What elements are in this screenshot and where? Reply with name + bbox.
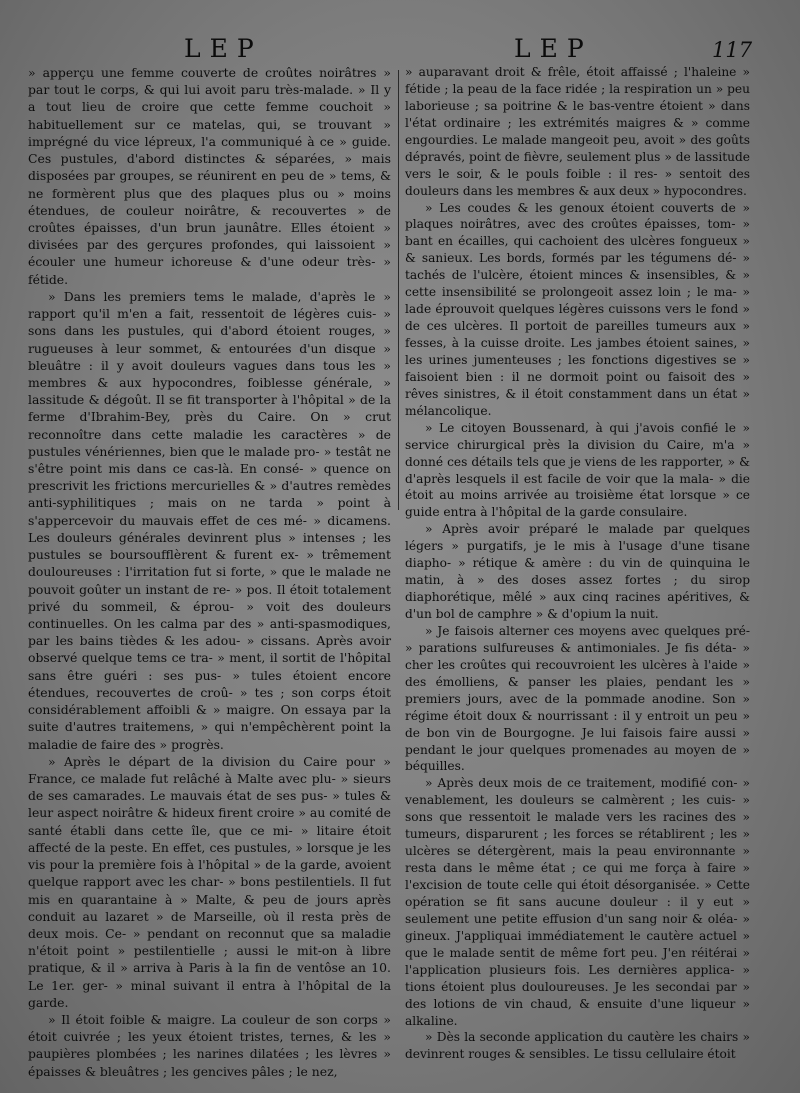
running-head-right: LEP	[514, 34, 593, 63]
paragraph: » Après avoir préparé le malade par quelques légers » purgatifs, je le mis à l'usage d'une tisane diapho- » rétique & amère : du vin de quinquina le matin, à » des doses assez fortes ; du sirop diaphorétique, mêlé » aux cinq racines apéritives, & d'un bol de camphre » & d'opium la nuit.	[405, 522, 750, 621]
paragraph: » Je faisois alterner ces moyens avec quelques pré- » parations sulfureuses & antimoniales. Je fis déta- » cher les croûtes qui recouvroient les ulcères à l'aide » des émolliens, & panser les plaies, pendant les » premiers jours, avec de la pommade anodine. Son » régime étoit doux & nourrissant : il y entroit un peu » de bon vin de Bourgogne. Je lui faisois faire aussi » pendant le jour quelques promenades au moyen de » béquilles.	[405, 623, 750, 774]
page-number: 117	[712, 38, 753, 62]
paragraph: » apperçu une femme couverte de croûtes noirâtres » par tout le corps, & qui lui avoit paru très-malade. » Il y a tout lieu de croire que cette femme couchoit » habituellement sur ce matelas, qui, se trouvant » imprégné du vice lépreux, l'a communiqué à ce » guide. Ces pustules, d'abord distinctes & séparées, » mais disposées par groupes, se réunirent en peu de » tems, & ne formèrent plus que des plaques plus ou » moins étendues, de couleur noirâtre, & recouvertes » de croûtes épaisses, d'un brun jaunâtre. Elles étoient » divisées par des gerçures profondes, qui laissoient » écouler une humeur ichoreuse & d'une odeur très- » fétide.	[28, 65, 391, 287]
paragraph: » Après deux mois de ce traitement, modifié con- » venablement, les douleurs se calmèrent ; les cuis- » sons que ressentoit le malade vers les racines des » tumeurs, disparurent ; les forces se rétablirent ; les » ulcères se détergèrent, mais la peau environnante » resta dans le même état ; ce qui me força à faire » l'excision de toute celle qui étoit désorganisée. » Cette opération se fit sans aucune douleur : il y eut » seulement une petite effusion d'un sang noir & oléa- » gineux. J'appliquai immédiatement le cautère actuel » que le malade sentit de même fort peu. J'en réitérai » l'application plusieurs fois. Les dernières applica- » tions étoient plus douloureuses. Je les secondai par » des lotions de vin chaud, & ensuite d'une liqueur » alkaline.	[405, 776, 750, 1028]
right-column	[405, 64, 750, 1063]
paragraph: » Le citoyen Boussenard, à qui j'avois confié le » service chirurgical près la division du Caire, m'a » donné ces détails tels que je viens de les rapporter, » & d'après lesquels il est facile de voir que la mala- » die étoit au moins arrivée au troisième état lorsque » ce guide entra à l'hôpital de la garde consulaire.	[405, 420, 750, 520]
paragraph: » Après le départ de la division du Caire pour » France, ce malade fut relâché à Malte avec plu- » sieurs de ses camarades. Le mauvais état de ses pus- » tules & leur aspect noirâtre & hideux firent croire » au comité de santé établi dans cette île, que ce mi- » litaire étoit affecté de la peste. En effet, ces pustules, » lorsque je les vis pour la première fois à l'hôpital » de la garde, avoient quelque rapport avec les char- » bons pestilentiels. Il fut mis en quarantaine à » Malte, & peu de jours après conduit au lazaret » de Marseille, où il resta près de deux mois. Ce- » pendant on reconnut que sa maladie n'étoit point » pestilentielle ; aussi le mit-on à libre pratique, & il » arriva à Paris à la fin de ventôse an 10. Le 1er. ger- » minal suivant il entra à l'hôpital de la garde.	[28, 753, 391, 1010]
column-divider	[398, 70, 399, 510]
running-head-left: LEP	[184, 34, 263, 63]
paragraph: » Il étoit foible & maigre. La couleur de son corps » étoit cuivrée ; les yeux étoient tristes, ternes, & les » paupières plombées ; les narines dilatées ; les lèvres » épaisses & bleuâtres ; les gencives pâles ; le nez,	[28, 1012, 391, 1079]
left-column	[28, 64, 391, 1080]
paragraph: » Dès la seconde application du cautère les chairs » devinrent rouges & sensibles. Le tissu cellulaire étoit	[405, 1030, 750, 1062]
paragraph: » Dans les premiers tems le malade, d'après le » rapport qu'il m'en a fait, ressentoit de légères cuis- » sons dans les pustules, qui d'abord étoient rouges, » rugueuses à leur sommet, & entourées d'un disque » bleuâtre : il y avoit douleurs vagues dans tous les » membres & aux hypocondres, foiblesse générale, » lassitude & dégoût. Il se fit transporter à l'hôpital » de la ferme d'Ibrahim-Bey, près du Caire. On » crut reconnoître dans cette maladie les caractères » de pustules vénériennes, bien que le malade pro- » testât ne s'être point mis dans ce cas-là. En consé- » quence on prescrivit les frictions mercurielles & » d'autres remèdes anti-syphilitiques ; mais on ne tarda » point à s'appercevoir du mauvais effet de ces mé- » dicamens. Les douleurs générales devinrent plus » intenses ; les pustules se boursoufflèrent & furent ex- » trêmement douloureuses : l'irritation fut si forte, » que le malade ne pouvoit goûter un instant de re- » pos. Il étoit totalement privé du sommeil, & éprou- » voit des douleurs continuelles. On les calma par des » anti-spasmodiques, par les bains tièdes & les adou- » cissans. Après avoir observé quelque tems ce tra- » ment, il sortit de l'hôpital sans être guéri : ses pus- » tules étoient encore étendues, recouvertes de croû- » tes ; son corps étoit considérablement affoibli & » maigre. On essaya par la suite d'autres traitemens, » qui n'empêchèrent point la maladie de faire des » progrès.	[28, 288, 391, 752]
paragraph: » auparavant droit & frêle, étoit affaissé ; l'haleine » fétide ; la peau de la face ridée ; la respiration un » peu laborieuse ; sa poitrine & le bas-ventre étoient » dans l'état ordinaire ; les extrémités maigres & » comme engourdies. Le malade mangeoit peu, avoit » des goûts dépravés, point de fièvre, seulement plus » de lassitude vers le soir, & le pouls foible : il res- » sentoit des douleurs dans les membres & aux deux » hypocondres.	[405, 65, 750, 198]
paragraph: » Les coudes & les genoux étoient couverts de » plaques noirâtres, avec des croûtes épaisses, tom- » bant en écailles, qui cachoient des ulcères fongueux » & sanieux. Les bords, formés par les tégumens dé- » tachés de l'ulcère, étoient minces & insensibles, & » cette insensibilité se prolongeoit assez loin ; le ma- » lade éprouvoit quelques légères cuissons vers le fond » de ces ulcères. Il portoit de pareilles tumeurs aux » fesses, à la cuisse droite. Les jambes étoient saines, » les urines jumenteuses ; les fonctions digestives se » faisoient bien : il ne dormoit point ou faisoit des » rêves sinistres, & il étoit constamment dans un état » mélancolique.	[405, 200, 750, 418]
